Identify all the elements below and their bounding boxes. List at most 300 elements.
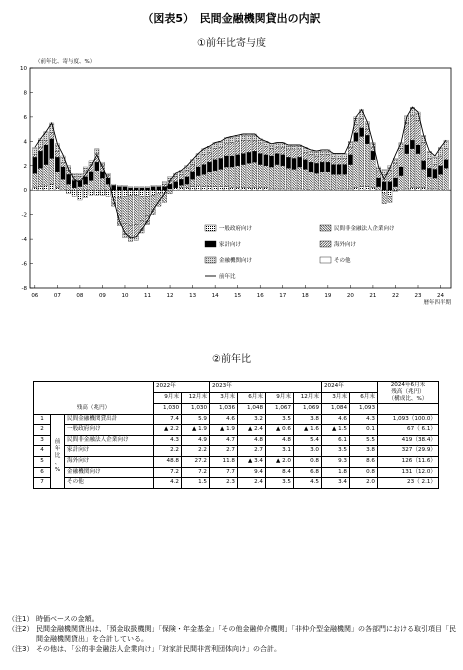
bar-segment: [179, 179, 183, 185]
bar-segment: [393, 163, 397, 178]
bar-segment: [297, 146, 301, 150]
bar-segment: [95, 149, 99, 150]
bar-segment: [83, 177, 87, 184]
bar-segment: [50, 139, 54, 159]
bar-segment: [224, 156, 228, 167]
x-tick-label: 19: [324, 293, 332, 299]
row-value: 3.1: [266, 446, 294, 457]
bar-segment: [382, 169, 386, 170]
bar-segment: [241, 135, 245, 140]
balance-value: 1,067: [266, 404, 294, 415]
row-value: 2.2: [182, 446, 210, 457]
bar-segment: [38, 151, 42, 168]
bar-segment: [247, 140, 251, 152]
bar-segment: [438, 166, 442, 175]
x-tick-label: 08: [76, 293, 84, 299]
bar-segment: [264, 146, 268, 155]
bar-segment: [196, 167, 200, 176]
notes: [8, 614, 458, 654]
note: [8, 644, 458, 654]
bar-segment: [337, 189, 341, 190]
row-value: 2.7: [210, 446, 238, 457]
bar-segment: [247, 135, 251, 140]
bar-segment: [264, 166, 268, 188]
bar-segment: [61, 162, 65, 167]
note-text: 時価ベースの金額。: [36, 615, 99, 623]
row-value: 0.8: [294, 456, 322, 467]
row-value: 0.1: [350, 425, 378, 436]
bar-segment: [264, 143, 268, 147]
bar-segment: [219, 187, 223, 191]
bar-segment: [343, 174, 347, 189]
bar-segment: [235, 141, 239, 154]
y-tick-label: -8: [21, 286, 27, 292]
table-row: [34, 478, 439, 489]
bar-segment: [292, 169, 296, 189]
row-value: 3.5: [266, 414, 294, 425]
bar-segment: [348, 147, 352, 154]
bar-segment: [444, 160, 448, 169]
bar-segment: [410, 188, 414, 190]
bar-segment: [376, 187, 380, 191]
bar-segment: [123, 187, 127, 191]
row-value: 4.3: [350, 414, 378, 425]
bar-segment: [33, 149, 37, 155]
bar-segment: [320, 155, 324, 162]
bar-segment: [258, 188, 262, 190]
side-label-char: 年: [54, 445, 61, 452]
bar-segment: [33, 157, 37, 173]
bar-segment: [399, 176, 403, 191]
bar-segment: [247, 188, 251, 190]
row-label: 民間非金融法人企業向け: [65, 435, 154, 446]
bar-segment: [348, 155, 352, 165]
bar-segment: [382, 194, 386, 204]
side-label-char: 前: [54, 438, 61, 445]
row-number: 7: [34, 478, 51, 489]
bar-segment: [320, 172, 324, 190]
x-tick-label: 11: [144, 293, 152, 299]
bar-segment: [269, 189, 273, 190]
row-value: 2.4: [238, 478, 266, 489]
row-label: 民間金融機関貸出計: [65, 414, 154, 425]
bar-segment: [44, 140, 48, 145]
bar-segment: [224, 187, 228, 191]
row-value: 7.7: [210, 467, 238, 478]
note-label: （注3）: [8, 645, 34, 653]
x-tick-label: 10: [121, 293, 129, 299]
bar-segment: [252, 151, 256, 162]
bar-segment: [230, 143, 234, 156]
bar-segment: [83, 190, 87, 197]
row-value: 9.4: [238, 467, 266, 478]
legend-label: 家計向け: [219, 242, 242, 248]
bar-segment: [326, 172, 330, 190]
period-header: 6月末: [350, 393, 378, 404]
bar-segment: [55, 151, 59, 157]
x-tick-label: 16: [256, 293, 264, 299]
bar-segment: [433, 189, 437, 190]
bar-segment: [247, 152, 251, 163]
row-value: 3.0: [294, 446, 322, 457]
bar-segment: [134, 195, 138, 224]
bar-segment: [416, 154, 420, 188]
row-value: 7.2: [182, 467, 210, 478]
bar-segment: [162, 184, 166, 186]
table-row: [34, 414, 439, 425]
bar-segment: [258, 140, 262, 144]
bar-segment: [331, 174, 335, 190]
bar-segment: [44, 165, 48, 186]
period-header: 3月末: [322, 393, 350, 404]
bar-segment: [264, 155, 268, 166]
bar-segment: [421, 143, 425, 161]
table-corner: [34, 382, 154, 415]
bar-segment: [213, 149, 217, 160]
bar-segment: [145, 187, 149, 188]
balance-value: 1,084: [322, 404, 350, 415]
table-section-title: ②前年比: [212, 354, 251, 365]
row-value: 2.3: [210, 478, 238, 489]
legend-swatch: [320, 241, 331, 247]
bar-segment: [134, 190, 138, 195]
bar-segment: [326, 162, 330, 172]
bar-segment: [224, 167, 228, 187]
bar-segment: [185, 184, 189, 188]
bar-segment: [410, 149, 414, 188]
row-last-value: 419（38.4）: [378, 435, 439, 446]
row-value: 4.5: [294, 478, 322, 489]
bar-segment: [33, 155, 37, 157]
y-axis-label: （前年比、寄与度、%）: [35, 59, 96, 65]
row-value: 3.5: [266, 478, 294, 489]
bar-segment: [78, 174, 82, 176]
bar-segment: [320, 162, 324, 172]
bar-segment: [438, 156, 442, 166]
bar-segment: [168, 189, 172, 190]
bar-segment: [89, 172, 93, 181]
bar-segment: [33, 147, 37, 148]
bar-segment: [145, 196, 149, 216]
bar-segment: [326, 155, 330, 162]
bar-segment: [117, 185, 121, 186]
y-tick-label: 2: [23, 163, 27, 170]
bar-segment: [145, 188, 149, 190]
bar-segment: [230, 188, 234, 190]
row-value: 2.7: [238, 446, 266, 457]
bar-segment: [117, 190, 121, 197]
bar-segment: [55, 172, 59, 188]
bar-segment: [393, 178, 397, 187]
bar-segment: [235, 188, 239, 190]
bar-segment: [38, 187, 42, 191]
row-value: 5.4: [294, 435, 322, 446]
bar-segment: [151, 190, 155, 195]
bar-segment: [309, 162, 313, 172]
row-value: 2.0: [350, 478, 378, 489]
bar-segment: [213, 144, 217, 149]
bar-segment: [140, 190, 144, 196]
legend-label: 金融機関向け: [219, 258, 253, 264]
chart-section-title: ①前年比寄与度: [197, 38, 266, 49]
row-label: 一般政府向け: [65, 425, 154, 436]
period-header: 12月末: [294, 393, 322, 404]
bar-segment: [190, 172, 194, 179]
bar-segment: [38, 168, 42, 186]
bar-segment: [427, 189, 431, 190]
row-label: 家計向け: [65, 446, 154, 457]
bar-segment: [179, 174, 183, 179]
legend-swatch: [205, 241, 216, 247]
bar-segment: [235, 166, 239, 188]
row-value: ▲ 1.9: [182, 425, 210, 436]
bar-segment: [202, 165, 206, 175]
bar-segment: [219, 169, 223, 186]
bar-segment: [66, 174, 70, 184]
row-last-value: 1,093（100.0）: [378, 414, 439, 425]
bar-segment: [297, 150, 301, 157]
bar-segment: [292, 150, 296, 159]
bar-segment: [275, 144, 279, 148]
bar-segment: [134, 187, 138, 188]
bar-segment: [190, 187, 194, 191]
bar-segment: [190, 179, 194, 186]
period-header: 6月末: [238, 393, 266, 404]
bar-segment: [202, 155, 206, 165]
bar-segment: [314, 173, 318, 190]
bar-segment: [55, 157, 59, 172]
x-tick-label: 15: [234, 293, 242, 299]
bar-segment: [433, 169, 437, 178]
bar-segment: [207, 152, 211, 162]
bar-segment: [213, 171, 217, 187]
bar-segment: [354, 141, 358, 187]
y-tick-label: -6: [21, 261, 27, 268]
bar-segment: [72, 190, 76, 196]
row-last-value: 131（12.0）: [378, 467, 439, 478]
bar-segment: [314, 156, 318, 163]
table-row: [34, 435, 439, 446]
bar-segment: [100, 178, 104, 190]
row-value: ▲ 3.4: [238, 456, 266, 467]
x-tick-label: 13: [189, 293, 197, 299]
row-value: ▲ 1.6: [294, 425, 322, 436]
period-header: 3月末: [210, 393, 238, 404]
bar-segment: [95, 162, 99, 171]
bar-segment: [213, 160, 217, 171]
row-value: 6.1: [322, 435, 350, 446]
bar-segment: [314, 163, 318, 173]
bar-segment: [89, 180, 93, 190]
bar-segment: [314, 152, 318, 156]
bar-segment: [202, 150, 206, 155]
x-tick-label: 22: [391, 293, 399, 299]
x-tick-label: 07: [53, 293, 61, 299]
bar-segment: [123, 190, 127, 196]
last-header-line: 2024年6月末: [390, 382, 426, 388]
row-value: 4.8: [238, 435, 266, 446]
row-last-value: 67（ 6.1）: [378, 425, 439, 436]
row-value: ▲ 2.4: [238, 425, 266, 436]
bar-segment: [269, 149, 273, 156]
bar-segment: [145, 190, 149, 196]
bar-segment: [421, 169, 425, 187]
y-tick-label: 0: [23, 188, 27, 195]
bar-segment: [286, 146, 290, 150]
note-label: （注2）: [8, 625, 34, 633]
table-row: [34, 467, 439, 478]
bar-segment: [343, 165, 347, 175]
bar-segment: [173, 182, 177, 188]
bar-segment: [168, 190, 172, 194]
bar-segment: [297, 189, 301, 190]
legend-swatch: [320, 257, 331, 263]
y-tick-label: 8: [23, 90, 27, 97]
note: [8, 624, 458, 644]
bar-segment: [286, 157, 290, 168]
row-value: 8.4: [266, 467, 294, 478]
bar-segment: [123, 185, 127, 186]
bar-segment: [151, 195, 155, 211]
row-value: 4.8: [266, 435, 294, 446]
x-tick-label: 17: [279, 293, 287, 299]
bar-segment: [444, 168, 448, 190]
bar-segment: [106, 173, 110, 174]
bar-segment: [427, 158, 431, 168]
legend-swatch: [205, 257, 216, 263]
bar-segment: [117, 187, 121, 191]
bar-segment: [162, 182, 166, 183]
bar-segment: [258, 144, 262, 154]
row-value: 2.2: [154, 446, 182, 457]
bar-segment: [337, 155, 341, 159]
bar-segment: [89, 190, 93, 195]
bar-segment: [438, 174, 442, 190]
bar-segment: [72, 180, 76, 187]
bar-segment: [275, 147, 279, 153]
bar-segment: [100, 172, 104, 178]
bar-segment: [162, 183, 166, 184]
bar-segment: [359, 128, 363, 137]
bar-segment: [326, 151, 330, 155]
page-title: （図表5） 民間金融機関貸出の内訳: [142, 12, 321, 25]
row-value: 27.2: [182, 456, 210, 467]
row-number: 4: [34, 446, 51, 457]
row-value: 3.8: [350, 446, 378, 457]
note-text: その他は、「公的非金融法人企業向け」「対家計民間非営利団体向け」の合計。: [36, 645, 281, 653]
balance-label: 残高（兆円）: [76, 405, 111, 411]
bar-segment: [433, 165, 437, 170]
bar-segment: [303, 152, 307, 159]
bar-segment: [343, 189, 347, 190]
balance-value: 1,036: [210, 404, 238, 415]
bar-segment: [117, 198, 121, 216]
row-value: 7.2: [154, 467, 182, 478]
x-tick-label: 09: [98, 293, 106, 299]
row-value: ▲ 1.5: [322, 425, 350, 436]
bar-segment: [354, 133, 358, 142]
bar-segment: [337, 165, 341, 175]
bar-segment: [157, 185, 161, 186]
bar-segment: [331, 155, 335, 159]
bar-segment: [219, 147, 223, 158]
bar-segment: [348, 165, 352, 189]
x-tick-label: 12: [166, 293, 174, 299]
bar-segment: [95, 150, 99, 154]
bar-segment: [309, 172, 313, 190]
x-tick-label: 14: [211, 293, 219, 299]
note-text: 民間金融機関貸出は、「預金取扱機関」「保険・年金基金」「その他金融仲介機関」「非仲介型金融機関」の各部門における取引項目「民間金融機関貸出」を合計している。: [36, 625, 456, 643]
legend-swatch: [205, 225, 216, 231]
bar-segment: [303, 160, 307, 170]
balance-value: 1,093: [350, 404, 378, 415]
bar-segment: [66, 190, 70, 194]
bar-segment: [134, 188, 138, 190]
legend-swatch: [320, 225, 331, 231]
bar-segment: [72, 173, 76, 174]
row-label: 金融機関向け: [65, 467, 154, 478]
bar-segment: [416, 145, 420, 154]
table-row: [34, 425, 439, 436]
bar-segment: [207, 172, 211, 187]
bar-segment: [427, 152, 431, 158]
bar-segment: [50, 158, 54, 184]
bar-segment: [303, 169, 307, 190]
row-value: 6.8: [294, 467, 322, 478]
bar-segment: [416, 121, 420, 145]
bar-segment: [427, 177, 431, 189]
bar-segment: [405, 154, 409, 189]
row-value: 0.8: [350, 467, 378, 478]
row-last-value: 327（29.9）: [378, 446, 439, 457]
bar-segment: [44, 185, 48, 190]
row-value: 4.6: [210, 414, 238, 425]
note-label: （注1）: [8, 615, 34, 623]
bar-segment: [207, 187, 211, 191]
side-label-char: 、: [54, 459, 61, 466]
side-label-char: 比: [54, 452, 61, 459]
row-value: 11.8: [210, 456, 238, 467]
row-label: その他: [65, 478, 154, 489]
row-value: ▲ 1.9: [210, 425, 238, 436]
table-row: [34, 456, 439, 467]
row-number: 1: [34, 414, 51, 425]
balance-value: 1,030: [154, 404, 182, 415]
bar-segment: [269, 145, 273, 149]
bar-segment: [128, 187, 132, 188]
side-label-char: %: [54, 466, 61, 473]
x-axis-note: 暦年四半期: [423, 300, 451, 306]
bar-segment: [252, 162, 256, 188]
bar-segment: [252, 188, 256, 190]
y-tick-label: 6: [23, 114, 27, 121]
bar-segment: [388, 182, 392, 191]
row-value: 3.8: [294, 414, 322, 425]
row-value: 5.5: [350, 435, 378, 446]
bar-segment: [433, 157, 437, 164]
bar-segment: [219, 158, 223, 169]
bar-segment: [213, 187, 217, 191]
bar-segment: [241, 188, 245, 190]
bar-segment: [219, 143, 223, 148]
bar-segment: [140, 196, 144, 220]
bar-segment: [38, 147, 42, 151]
bar-segment: [179, 188, 183, 190]
bar-segment: [140, 187, 144, 188]
x-tick-label: 20: [346, 293, 354, 299]
bar-segment: [354, 188, 358, 190]
bar-segment: [123, 196, 127, 223]
